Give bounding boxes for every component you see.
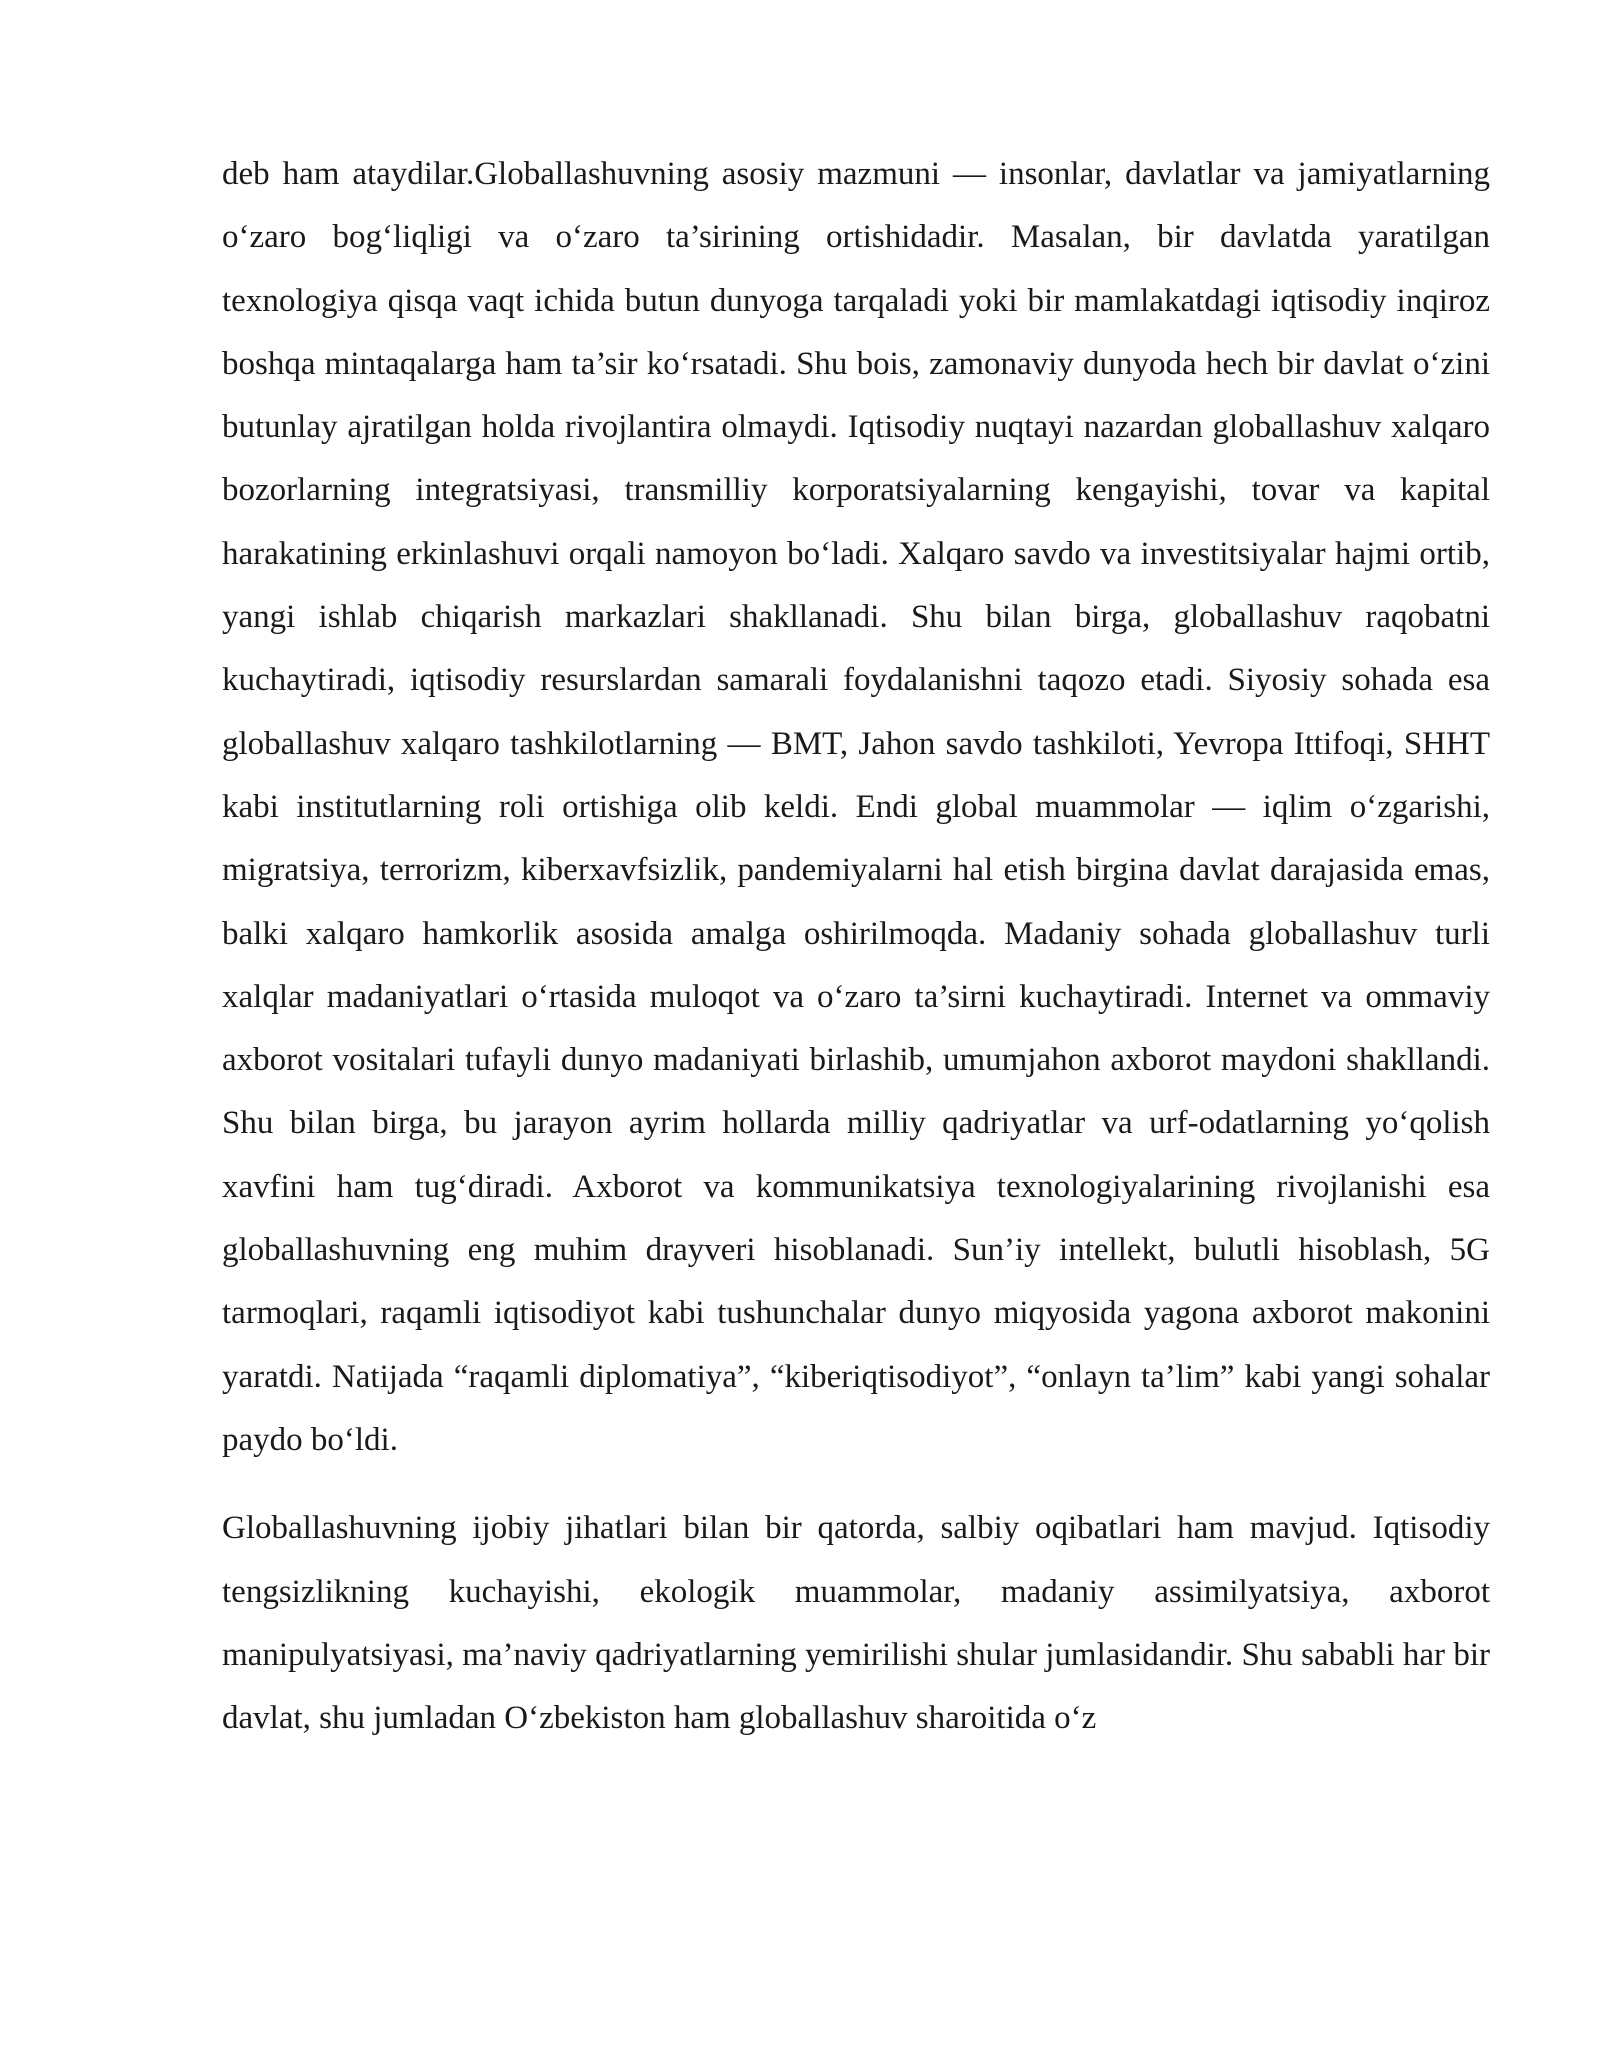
- paragraph-2: Globallashuvning ijobiy jihatlari bilan bir qatorda, salbiy oqibatlari ham mavjud. Iqtisodiy tengsizlikning kuchayishi, ekologik muammolar, madaniy assimilyatsiya, axborot manipulyatsiyasi, ma’naviy qadriyatlarning yemirilishi shular jumlasidandir. Shu sababli har bir davlat, shu jumladan O‘zbekiston ham globallashuv sharoitida o‘z: [222, 1510, 1490, 1737]
- paragraph-1: deb ham ataydilar.Globallashuvning asosiy mazmuni — insonlar, davlatlar va jamiyatlarning o‘zaro bog‘liqligi va o‘zaro ta’sirining ortishidadir. Masalan, bir davlatda yaratilgan texnologiya qisqa vaqt ichida butun dunyoga tarqaladi yoki bir mamlakatdagi iqtisodiy inqiroz boshqa mintaqalarga ham ta’sir ko‘rsatadi. Shu bois, zamonaviy dunyoda hech bir davlat o‘zini butunlay ajratilgan holda rivojlantira olmaydi. Iqtisodiy nuqtayi nazardan globallashuv xalqaro bozorlarning integratsiyasi, transmilliy korporatsiyalarning kengayishi, tovar va kapital harakatining erkinlashuvi orqali namoyon bo‘ladi. Xalqaro savdo va investitsiyalar hajmi ortib, yangi ishlab chiqarish markazlari shakllanadi. Shu bilan birga, globallashuv raqobatni kuchaytiradi, iqtisodiy resurslardan samarali foydalanishni taqozo etadi. Siyosiy sohada esa globallashuv xalqaro tashkilotlarning — BMT, Jahon savdo tashkiloti, Yevropa Ittifoqi, SHHT kabi institutlarning roli ortishiga olib keldi. Endi global muammolar — iqlim o‘zgarishi, migratsiya, terrorizm, kiberxavfsizlik, pandemiyalarni hal etish birgina davlat darajasida emas, balki xalqaro hamkorlik asosida amalga oshirilmoqda. Madaniy sohada globallashuv turli xalqlar madaniyatlari o‘rtasida muloqot va o‘zaro ta’sirni kuchaytiradi. Internet va ommaviy axborot vositalari tufayli dunyo madaniyati birlashib, umumjahon axborot maydoni shakllandi. Shu bilan birga, bu jarayon ayrim hollarda milliy qadriyatlar va urf-odatlarning yo‘qolish xavfini ham tug‘diradi. Axborot va kommunikatsiya texnologiyalarining rivojlanishi esa globallashuvning eng muhim drayveri hisoblanadi. Sun’iy intellekt, bulutli hisoblash, 5G tarmoqlari, raqamli iqtisodiyot kabi tushunchalar dunyo miqyosida yagona axborot makonini yaratdi. Natijada “raqamli diplomatiya”, “kiberiqtisodiyot”, “onlayn ta’lim” kabi yangi sohalar paydo bo‘ldi.: [222, 156, 1490, 1458]
- document-body: [222, 143, 1490, 1750]
